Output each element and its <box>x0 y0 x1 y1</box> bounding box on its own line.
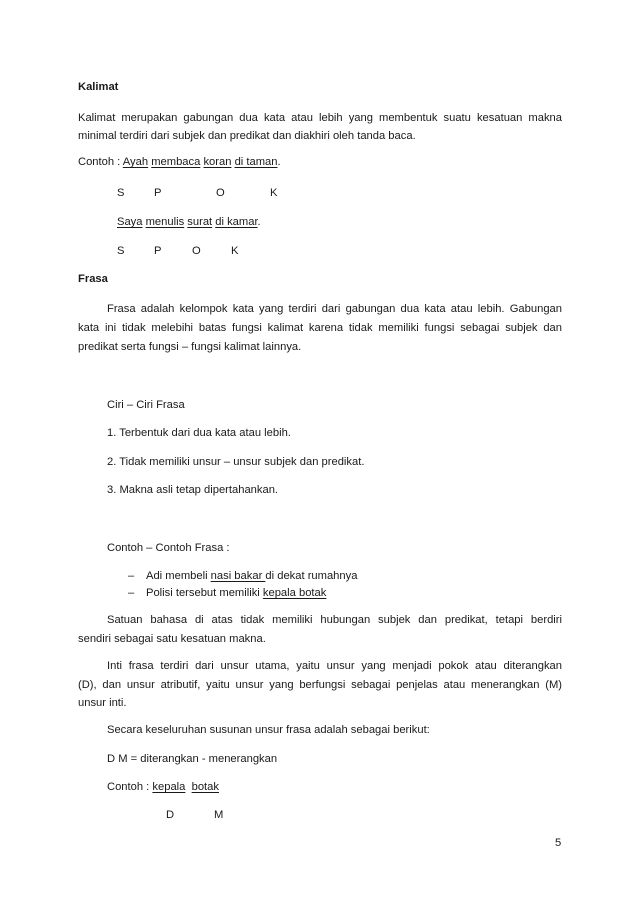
frasa-example <box>107 780 219 794</box>
tag-m: M <box>214 809 224 821</box>
example-word-head: kepala <box>152 781 186 793</box>
example-word-subject: Ayah <box>122 156 149 168</box>
satuan-line-2: sendiri sebagai satu kesatuan makna. <box>78 633 266 645</box>
tag-s: S <box>117 187 125 199</box>
ciri-item-1: 1. Terbentuk dari dua kata atau lebih. <box>107 427 291 439</box>
example-period: . <box>277 156 281 168</box>
tag-o: O <box>216 187 225 199</box>
bullet-underlined-phrase: kepala botak <box>262 587 327 599</box>
bullet-text: Adi membeli <box>146 570 211 582</box>
ciri-item-3: 3. Makna asli tetap dipertahankan. <box>107 484 279 496</box>
bullet-text: Polisi tersebut memiliki <box>146 587 263 599</box>
example-word-object: koran <box>203 156 232 168</box>
example-word-predicate: menulis <box>145 216 185 228</box>
kalimat-paragraph-line-2: minimal terdiri dari subjek dan predikat dan diakhiri oleh tanda baca. <box>78 130 416 142</box>
bullet-item-1 <box>146 569 357 583</box>
tag-k: K <box>270 187 278 199</box>
contoh-frasa-title: Contoh – Contoh Frasa : <box>107 542 230 554</box>
dm-formula: D M = diterangkan - menerangkan <box>107 753 278 765</box>
page-number: 5 <box>555 837 562 849</box>
inti-line-1: Inti frasa terdiri dari unsur utama, yaitu unsur yang menjadi pokok atau diterangkan <box>107 660 562 672</box>
example-word-adverb: di taman <box>234 156 278 168</box>
tag-p: P <box>154 245 162 257</box>
frasa-paragraph-line-2: kata ini tidak melebihi batas fungsi kalimat karena tidak memiliki fungsi sebagai subjek dan <box>78 322 562 334</box>
bullet-item-2 <box>146 586 326 600</box>
ciri-item-2: 2. Tidak memiliki unsur – unsur subjek dan predikat. <box>107 456 365 468</box>
susunan-line: Secara keseluruhan susunan unsur frasa adalah sebagai berikut: <box>107 724 430 736</box>
frasa-paragraph-line-1: Frasa adalah kelompok kata yang terdiri dari gabungan dua kata atau lebih. Gabungan <box>107 303 562 315</box>
example-word-adverb: di kamar <box>215 216 258 228</box>
bullet-dash: – <box>128 570 135 582</box>
kalimat-example-2 <box>117 215 261 229</box>
tag-k: K <box>231 245 239 257</box>
example-period: . <box>257 216 261 228</box>
kalimat-paragraph-line-1: Kalimat merupakan gabungan dua kata atau lebih yang membentuk suatu kesatuan makna <box>78 112 562 124</box>
heading-frasa: Frasa <box>78 273 108 285</box>
bullet-text: di dekat rumahnya <box>265 570 358 582</box>
inti-line-3: unsur inti. <box>78 697 127 709</box>
example-label: Contoh : <box>107 781 153 793</box>
ciri-title: Ciri – Ciri Frasa <box>107 399 185 411</box>
kalimat-example-1 <box>78 155 281 169</box>
bullet-underlined-phrase: nasi bakar <box>210 570 266 582</box>
example-word-predicate: membaca <box>151 156 201 168</box>
tag-p: P <box>154 187 162 199</box>
heading-kalimat: Kalimat <box>78 81 119 93</box>
example-word-modifier: botak <box>191 781 219 793</box>
inti-line-2: (D), dan unsur atributif, yaitu unsur yang berfungsi sebagai penjelas atau menerangkan (M) <box>78 679 562 691</box>
tag-s: S <box>117 245 125 257</box>
example-word-subject: Saya <box>117 216 143 228</box>
tag-o: O <box>192 245 201 257</box>
satuan-line-1: Satuan bahasa di atas tidak memiliki hubungan subjek dan predikat, tetapi berdiri <box>107 614 562 626</box>
bullet-dash: – <box>128 587 135 599</box>
frasa-paragraph-line-3: predikat serta fungsi – fungsi kalimat lainnya. <box>78 341 302 353</box>
example-word-object: surat <box>187 216 213 228</box>
example-label: Contoh : <box>78 156 123 168</box>
tag-d: D <box>166 809 175 821</box>
